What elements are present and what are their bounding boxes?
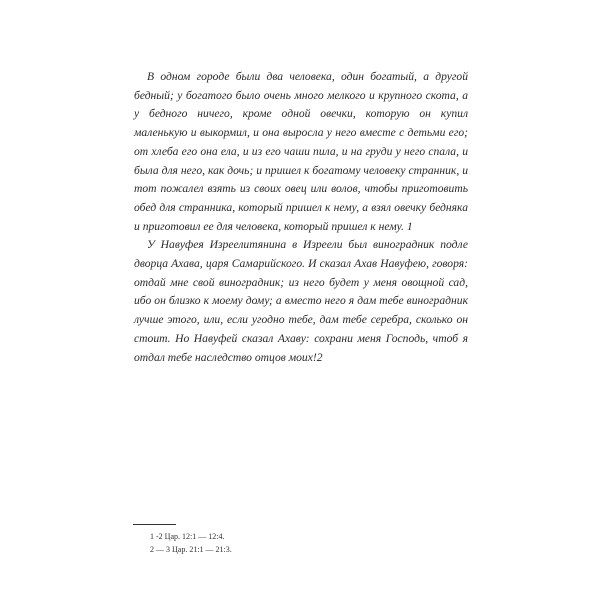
- footnote-divider: [133, 524, 176, 525]
- footnote-1: 1 -2 Цар. 12:1 — 12:4.: [150, 532, 225, 541]
- paragraph-parable-of-ewe-lamb: В одном городе были два человека, один богатый, а другой бедный; у богатого было очень много мелкого и крупного скота, а у бедного ничего, кроме одной овечки, которую он купил маленькую и выкормил, и она выросла у него вместе с детьми его; от хлеба его она ела, и из его чаши пила, и на груди у него спала, и была для него, как дочь; и пришел к богатому человеку странник, и тот пожалел взять из своих овец или волов, чтобы приготовить обед для странника, который пришел к нему, а взял овечку бедняка и приготовил ее для человека, который пришел к нему. 1: [134, 70, 468, 233]
- footnotes: [150, 531, 232, 556]
- paragraph-naboth-vineyard: У Навуфея Изреелитянина в Изреели был виноградник подле дворца Ахава, царя Самарийского. И сказал Ахав Навуфею, говоря: отдай мне свой виноградник; из него будет у меня овощной сад, ибо он близко к моему дому; а вместо него я дам тебе виноградник лучше этого, или, если угодно тебе, дам тебе серебра, сколько он стоит. Но Навуфей сказал Ахаву: сохрани меня Господь, чтоб я отдал тебе наследство отцов моих!2: [134, 238, 468, 364]
- main-text: [134, 68, 468, 367]
- footnote-2: 2 — 3 Цар. 21:1 — 21:3.: [150, 544, 232, 554]
